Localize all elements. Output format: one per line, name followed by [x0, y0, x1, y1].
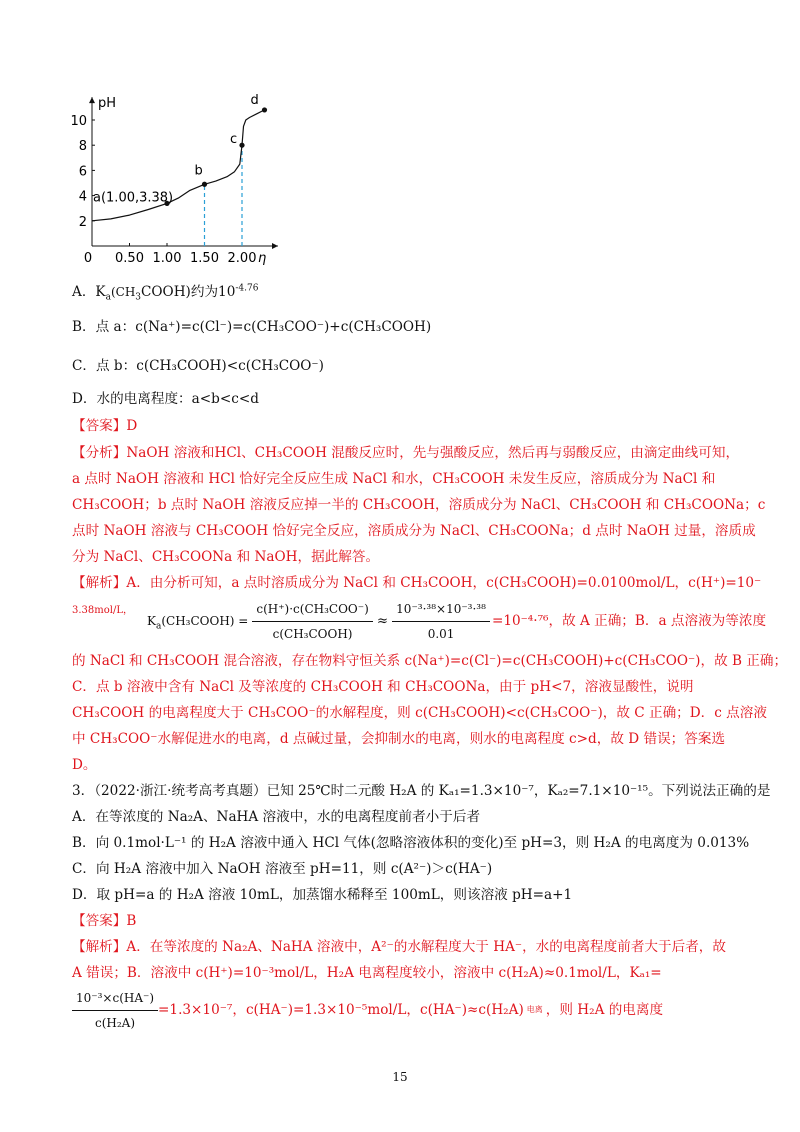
q2-ka-sub: a	[155, 621, 162, 632]
q2-ka-fraction-denominator: c(CH₃COOH)	[272, 626, 353, 641]
q2-option-a	[72, 282, 258, 302]
x-axis-label: η	[258, 251, 267, 266]
q3-explanation-line-3	[72, 988, 663, 1032]
q3-option-d: D．取 pH=a 的 H₂A 溶液 10mL，加蒸馏水稀释至 100mL，则该溶液 pH=a+1	[72, 887, 573, 903]
q3-answer: 【答案】B	[72, 913, 137, 929]
q2-ka-tail: (CH₃COOH) =	[161, 614, 249, 628]
q2-explanation-line-1: 【解析】A．由分析可知，a 点时溶质成分为 NaCl 和 CH₃COOH，c(CH₃COOH)=0.0100mol/L，c(H⁺)=10⁻	[72, 575, 762, 591]
q3-ka1-fraction	[72, 988, 158, 1033]
q3-explanation-line-1: 【解析】A．在等浓度的 Na₂A、NaHA 溶液中，A²⁻的水解程度大于 HA⁻，水的电离程度前者大于后者，故	[72, 939, 726, 955]
q2-option-a-formula: (CH	[110, 285, 136, 299]
q2-analysis-line-3: CH₃COOH；b 点时 NaOH 溶液反应掉一半的 CH₃COOH，溶质成分为 NaCl、CH₃COOH 和 CH₃COONa；c	[72, 497, 766, 513]
q2-option-a-tail: COOH)约为10	[141, 284, 236, 300]
q2-approx-sign: ≈	[376, 613, 389, 629]
q3-explanation-line-2: A 错误；B．溶液中 c(H⁺)=10⁻³mol/L，H₂A 电离程度较小，溶液中 c(H₂A)≈0.1mol/L，Kₐ₁=	[72, 965, 662, 981]
q3-stem: 3．（2022·浙江·统考高考真题）已知 25℃时二元酸 H₂A 的 Kₐ₁=1.3×10⁻⁷，Kₐ₂=7.1×10⁻¹⁵。下列说法正确的是	[72, 783, 771, 799]
q3-explanation-line-3-text: =1.3×10⁻⁷，c(HA⁻)=1.3×10⁻⁵mol/L，c(HA⁻)≈c(H₂A)	[158, 1002, 524, 1018]
y-tick-label: 2	[78, 214, 87, 230]
y-axis-arrow	[89, 97, 95, 103]
x-tick-label: 0.50	[115, 251, 144, 266]
data-point-label: b	[194, 163, 203, 179]
y-tick-label: 6	[78, 164, 87, 180]
data-point	[262, 107, 267, 112]
q2-ka-letter: K	[146, 614, 156, 628]
origin-label: 0	[83, 251, 93, 266]
q2-explanation-line-4: C．点 b 溶液中含有 NaCl 及等浓度的 CH₃COOH 和 CH₃COONa，由于 pH<7，溶液显酸性，说明	[72, 679, 694, 695]
q2-explanation-line-3: 的 NaCl 和 CH₃COOH 混合溶液，存在物料守恒关系 c(Na⁺)=c(Cl⁻)=c(CH₃COOH)+c(CH₃COO⁻)，故 B 正确；	[72, 653, 788, 669]
q3-option-c: C．向 H₂A 溶液中加入 NaOH 溶液至 pH=11，则 c(A²⁻)＞c(HA⁻)	[72, 861, 493, 877]
q2-ka-value-fraction	[392, 599, 490, 644]
q2-option-c-formula: c(CH₃COOH)<c(CH₃COO⁻)	[136, 358, 324, 374]
q2-analysis-line-5: 分为 NaCl、CH₃COONa 和 NaOH，据此解答。	[72, 549, 380, 565]
y-tick-label: 10	[70, 114, 87, 129]
q3-explanation-line-3-end: ，则 H₂A 的电离度	[545, 1002, 664, 1018]
q2-explanation-line-5: CH₃COOH 的电离程度大于 CH₃COO⁻的水解程度，则 c(CH₃COOH)<c(CH₃COO⁻)，故 C 正确；D．c 点溶液	[72, 705, 767, 721]
q2-option-c	[72, 356, 324, 376]
q2-explanation-line-2-tail: =10⁻⁴·⁷⁶，故 A 正确；B．a 点溶液为等浓度	[491, 613, 767, 629]
data-point-label: a(1.00,3.38)	[93, 190, 174, 206]
y-tick-label: 8	[78, 139, 87, 155]
q2-ka-fraction	[252, 599, 372, 644]
data-point-label: c	[230, 132, 238, 148]
x-axis-arrow	[272, 243, 278, 249]
q2-answer: 【答案】D	[72, 418, 138, 434]
titration-curve-chart	[70, 94, 300, 274]
q3-ionization-subscript: 电离	[526, 1005, 543, 1014]
q2-explanation-line-2	[72, 601, 766, 641]
q2-explanation-line-7: D。	[72, 757, 97, 773]
q3-option-a: A．在等浓度的 Na₂A、NaHA 溶液中，水的电离程度前者小于后者	[72, 809, 481, 825]
data-point	[202, 182, 207, 187]
y-tick-label: 4	[78, 189, 87, 205]
q2-option-a-exponent: -4.76	[235, 283, 259, 294]
q2-option-b-formula: c(Na⁺)=c(Cl⁻)=c(CH₃COO⁻)+c(CH₃COOH)	[135, 319, 432, 335]
q2-analysis-line-1: 【分析】NaOH 溶液和HCl、CH₃COOH 混酸反应时，先与强酸反应，然后再与弱酸反应，由滴定曲线可知，	[72, 445, 740, 461]
q2-option-a-sub2: 3	[135, 292, 142, 303]
q2-analysis-line-2: a 点时 NaOH 溶液和 HCl 恰好完全反应生成 NaCl 和水，CH₃COOH 未发生反应，溶质成分为 NaCl 和	[72, 471, 716, 487]
q2-ka-symbol	[147, 611, 248, 631]
data-point-label: d	[250, 94, 259, 108]
q2-explanation-exponent-continuation: 3.38mol/L，	[72, 605, 133, 616]
chart-marks	[92, 94, 267, 246]
q2-explanation-line-6: 中 CH₃COO⁻水解促进水的电离，d 点碱过量，会抑制水的电离，则水的电离程度 c>d，故 D 错误；答案选	[72, 731, 726, 747]
q2-option-a-sub: a	[105, 292, 111, 303]
x-tick-label: 1.50	[190, 251, 219, 266]
chart-axes	[70, 96, 278, 266]
x-tick-label: 1.00	[152, 251, 182, 266]
q2-option-b-label: B．点 a：	[72, 319, 136, 335]
q2-option-b	[72, 317, 431, 337]
q3-ka1-denominator: c(H₂A)	[95, 1015, 136, 1030]
x-tick-label: 2.00	[227, 251, 257, 266]
q3-ka1-numerator: 10⁻³×c(HA⁻)	[72, 988, 158, 1011]
q3-option-b: B．向 0.1mol·L⁻¹ 的 H₂A 溶液中通入 HCl 气体(忽略溶液体积的变化)至 pH=3，则 H₂A 的电离度为 0.013%	[72, 835, 750, 851]
q2-analysis-line-4: 点时 NaOH 溶液与 CH₃COOH 恰好完全反应，溶质成分为 NaCl、CH₃COONa；d 点时 NaOH 过量，溶质成	[72, 523, 756, 539]
q2-option-d: D．水的电离程度：a<b<c<d	[72, 391, 259, 407]
data-point	[239, 143, 244, 148]
q2-ka-fraction-numerator: c(H⁺)·c(CH₃COO⁻)	[252, 599, 372, 622]
q2-option-c-label: C．点 b：	[72, 358, 137, 374]
q2-ka-value-numerator: 10⁻³·³⁸×10⁻³·³⁸	[392, 599, 490, 622]
y-axis-label: pH	[98, 96, 117, 112]
q2-option-a-prefix: A．K	[72, 284, 106, 300]
page-number: 15	[392, 1070, 408, 1084]
q2-ka-value-denominator: 0.01	[427, 626, 455, 641]
